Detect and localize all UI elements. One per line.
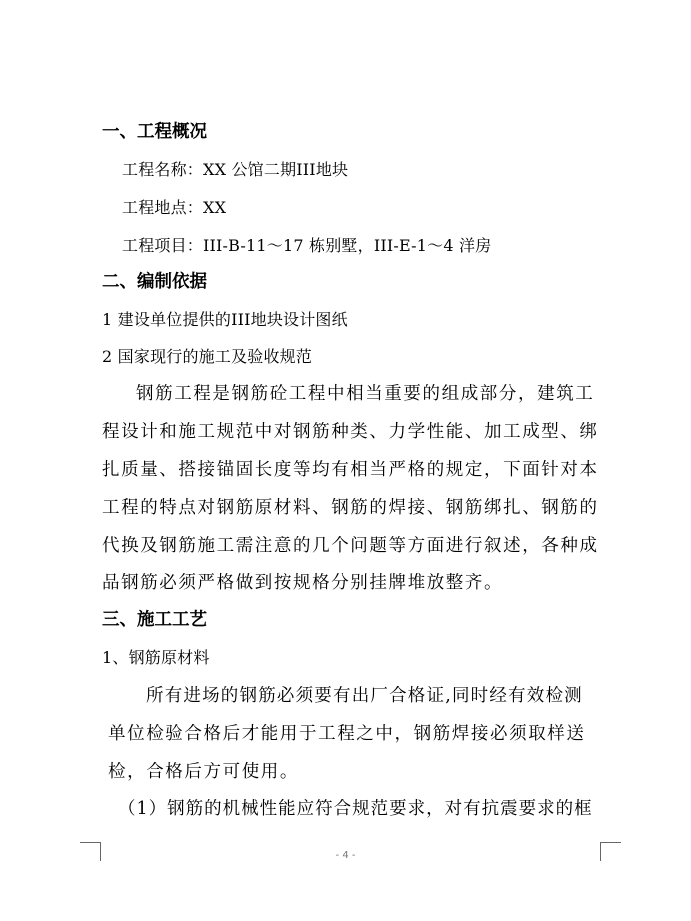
material-line-2: 单位检验合格后才能用于工程之中，钢筋焊接必须取样送 <box>108 724 586 744</box>
section-heading-basis: 二、编制依据 <box>102 272 207 292</box>
project-name: 工程名称：XX 公馆二期III地块 <box>122 160 349 179</box>
project-items: 工程项目：III-B-11～17 栋别墅，III-E-1～4 洋房 <box>122 236 492 255</box>
intro-line-5: 代换及钢筋施工需注意的几个问题等方面进行叙述，各种成 <box>102 536 599 556</box>
intro-line-2: 程设计和施工规范中对钢筋种类、力学性能、加工成型、绑 <box>102 422 599 442</box>
intro-line-4: 工程的特点对钢筋原材料、钢筋的焊接、钢筋绑扎、钢筋的 <box>102 498 599 518</box>
intro-line-1: 钢筋工程是钢筋砼工程中相当重要的组成部分，建筑工 <box>136 384 595 404</box>
subsection-raw-material: 1、钢筋原材料 <box>102 648 210 667</box>
project-location: 工程地点：XX <box>122 198 227 217</box>
section-heading-overview: 一、工程概况 <box>102 122 207 142</box>
basis-item-2: 2 国家现行的施工及验收规范 <box>102 347 313 366</box>
intro-line-6: 品钢筋必须严格做到按规格分别挂牌堆放整齐。 <box>102 573 504 593</box>
material-line-1: 所有进场的钢筋必须要有出厂合格证,同时经有效检测 <box>146 686 583 706</box>
material-line-3: 检，合格后方可使用。 <box>108 762 299 782</box>
section-heading-process: 三、施工工艺 <box>102 610 207 630</box>
page-number: - 4 - <box>335 850 356 861</box>
intro-line-3: 扎质量、搭接锚固长度等均有相当严格的规定，下面针对本 <box>102 460 599 480</box>
basis-item-1: 1 建设单位提供的III地块设计图纸 <box>102 310 348 329</box>
item-mechanical-properties: （1）钢筋的机械性能应符合规范要求，对有抗震要求的框 <box>118 799 593 819</box>
